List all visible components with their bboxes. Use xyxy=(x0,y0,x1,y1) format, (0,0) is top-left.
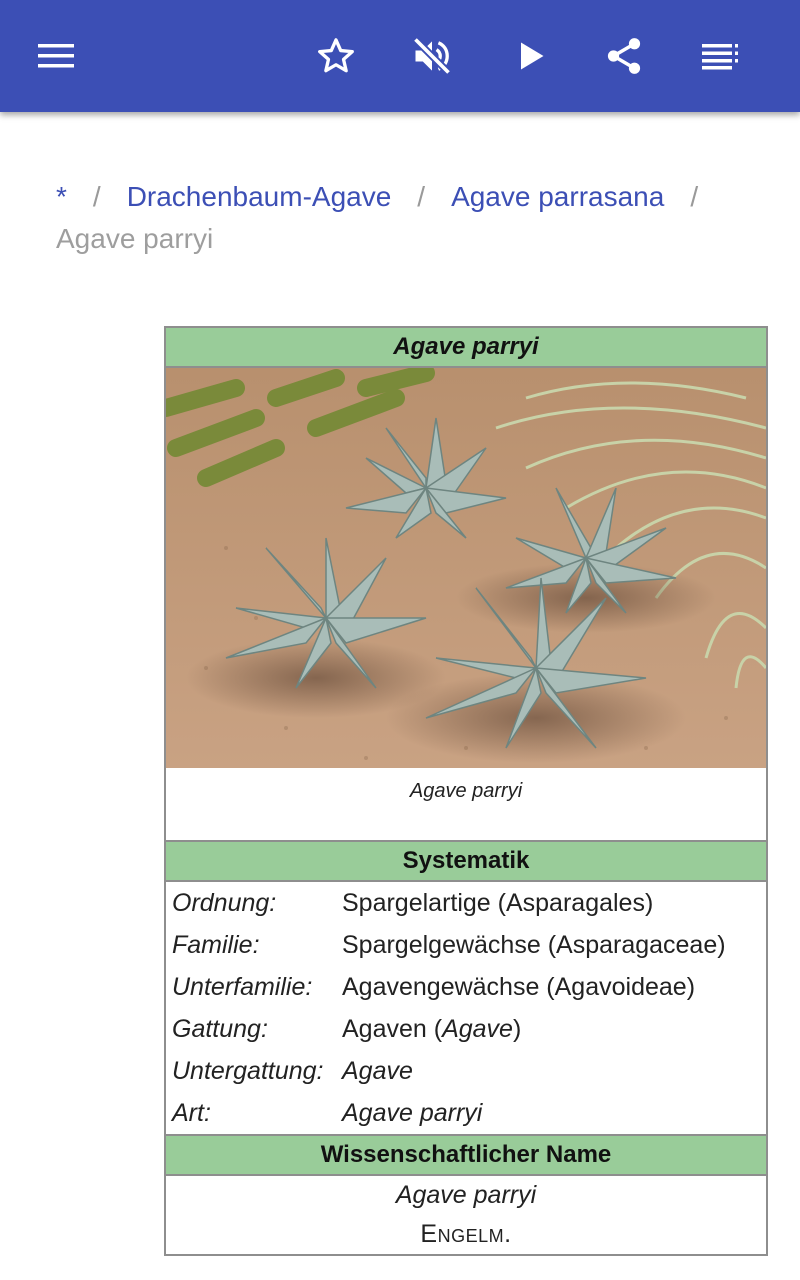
row-value[interactable] xyxy=(342,1008,766,1050)
breadcrumb xyxy=(56,176,756,260)
row-value[interactable]: Agavengewächse (Agavoideae) xyxy=(342,973,696,1001)
share-icon[interactable] xyxy=(592,24,656,88)
volume-off-icon[interactable] xyxy=(400,24,464,88)
scientific-author[interactable]: Engelm. xyxy=(420,1220,512,1248)
table-row xyxy=(166,882,766,924)
table-row xyxy=(166,1092,766,1134)
row-value-italic: Agave xyxy=(442,1015,513,1043)
row-value[interactable]: Agave xyxy=(342,1057,413,1085)
row-value[interactable]: Spargelgewächse (Asparagaceae) xyxy=(342,931,726,959)
row-value-suffix: ) xyxy=(512,1015,522,1043)
scientific-name-block xyxy=(166,1176,766,1254)
star-outline-icon[interactable] xyxy=(304,24,368,88)
row-key: Ordnung: xyxy=(172,889,277,917)
table-row xyxy=(166,966,766,1008)
taxobox xyxy=(164,326,768,1256)
playlist-icon[interactable] xyxy=(688,24,752,88)
breadcrumb-level1[interactable]: Drachenbaum-Agave xyxy=(126,181,392,212)
breadcrumb-separator: / xyxy=(690,181,699,212)
breadcrumb-current: Agave parryi xyxy=(56,223,214,254)
scientific-name-header: Wissenschaftlicher Name xyxy=(166,1134,766,1176)
systematik-header: Systematik xyxy=(166,840,766,882)
row-key: Familie: xyxy=(172,931,260,959)
menu-icon[interactable] xyxy=(24,24,88,88)
row-value[interactable]: Spargelartige (Asparagales) xyxy=(342,889,654,917)
row-key: Art: xyxy=(172,1099,211,1127)
agave-photo[interactable] xyxy=(166,368,766,768)
row-value: Agave parryi xyxy=(342,1099,483,1127)
breadcrumb-root[interactable]: * xyxy=(56,181,67,212)
row-key: Unterfamilie: xyxy=(172,973,313,1001)
table-row xyxy=(166,1050,766,1092)
scientific-name: Agave parryi xyxy=(395,1181,537,1209)
image-caption: Agave parryi xyxy=(409,780,523,802)
taxobox-title: Agave parryi xyxy=(166,328,766,368)
table-row xyxy=(166,1008,766,1050)
breadcrumb-separator: / xyxy=(417,181,426,212)
app-bar xyxy=(0,0,800,112)
row-value-prefix: Agaven ( xyxy=(342,1015,443,1043)
breadcrumb-separator: / xyxy=(92,181,101,212)
row-key: Untergattung: xyxy=(172,1057,324,1085)
table-row xyxy=(166,924,766,966)
play-icon[interactable] xyxy=(498,24,562,88)
systematik-table xyxy=(166,882,766,1134)
breadcrumb-level2[interactable]: Agave parrasana xyxy=(451,181,665,212)
row-key: Gattung: xyxy=(172,1015,268,1043)
